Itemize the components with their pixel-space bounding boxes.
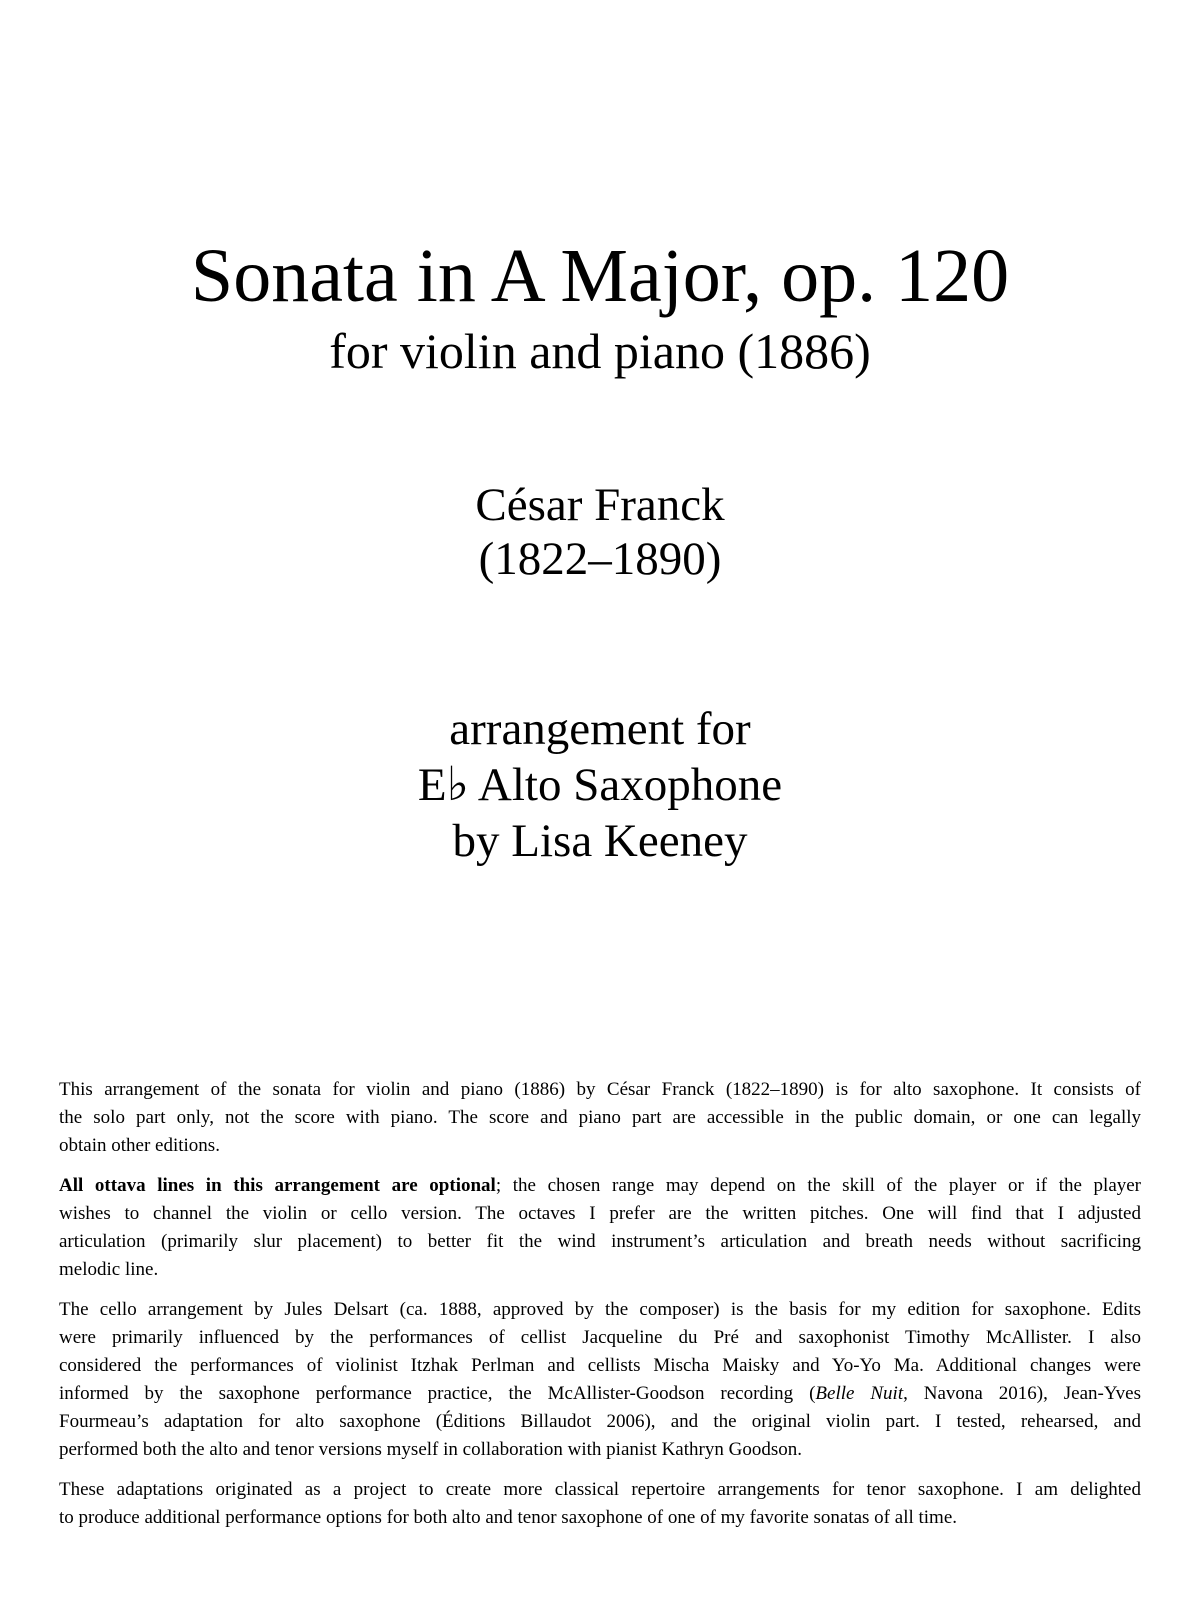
page-subtitle: for violin and piano (1886) [329,323,871,379]
body-line [59,1200,1141,1228]
text-segment: the solo part only, not the score with piano. The score and piano part are accessible in the public domain, or one can legally [59,1107,1141,1128]
body-line [59,1172,1141,1200]
body-line [59,1076,1141,1104]
paragraph [59,1172,1141,1284]
body-line [59,1228,1141,1256]
text-segment: articulation (primarily slur placement) to better fit the wind instrument’s articulation and breath needs without sacrificing [59,1231,1141,1252]
body-text [59,1076,1141,1544]
page-title: Sonata in A Major, op. 120 [190,234,1010,318]
text-segment: ; the chosen range may depend on the skill of the player or if the player [495,1175,1142,1196]
composer-dates: (1822–1890) [478,533,722,585]
body-line [59,1352,1141,1380]
text-segment: The cello arrangement by Jules Delsart (ca. 1888, approved by the composer) is the basis for my edition for saxophone. Edits [59,1299,1141,1320]
arrangement-block [0,701,1200,869]
text-segment: considered the performances of violinist Itzhak Perlman and cellists Mischa Maisky and Yo-Yo Ma. Additional changes were [59,1355,1141,1376]
text-segment: to produce additional performance options for both alto and tenor saxophone of one of my favorite sonatas of all time. [59,1507,958,1528]
body-line [59,1324,1141,1352]
title-block [0,233,1200,382]
text-segment: This arrangement of the sonata for violin and piano (1886) by César Franck (1822–1890) is for alto saxophone. It consists of [59,1079,1141,1100]
text-segment: Belle Nuit [815,1383,904,1404]
text-segment: performed both the alto and tenor versions myself in collaboration with pianist Kathryn Goodson. [59,1439,802,1460]
arrangement-instrument: E♭ Alto Saxophone [417,759,783,811]
body-line [59,1504,1141,1532]
paragraph [59,1076,1141,1160]
text-segment: were primarily influenced by the performances of cellist Jacqueline du Pré and saxophonist Timothy McAllister. I also [59,1327,1141,1348]
body-line [59,1256,1141,1284]
composer-block [0,478,1200,586]
text-segment: obtain other editions. [59,1135,220,1156]
text-segment: melodic line. [59,1259,159,1280]
text-segment: informed by the saxophone performance practice, the McAllister-Goodson recording ( [59,1383,816,1404]
text-segment: wishes to channel the violin or cello version. The octaves I prefer are the written pitches. One will find that I adjusted [59,1203,1141,1224]
body-line [59,1296,1141,1324]
body-line [59,1132,1141,1160]
body-line [59,1408,1141,1436]
paragraph [59,1296,1141,1464]
arrangement-line: arrangement for [449,703,751,755]
body-line [59,1380,1141,1408]
body-line [59,1104,1141,1132]
arranger-credit: by Lisa Keeney [452,815,748,867]
body-line [59,1476,1141,1504]
paragraph [59,1476,1141,1532]
text-segment: These adaptations originated as a project to create more classical repertoire arrangements for tenor saxophone. I am delighted [59,1479,1141,1500]
text-segment: Fourmeau’s adaptation for alto saxophone (Éditions Billaudot 2006), and the original violin part. I tested, rehearsed, and [59,1411,1141,1432]
body-line [59,1436,1141,1464]
text-segment: All ottava lines in this arrangement are optional [59,1175,496,1196]
text-segment: , Navona 2016), Jean-Yves [903,1383,1141,1404]
composer-name: César Franck [475,479,725,531]
